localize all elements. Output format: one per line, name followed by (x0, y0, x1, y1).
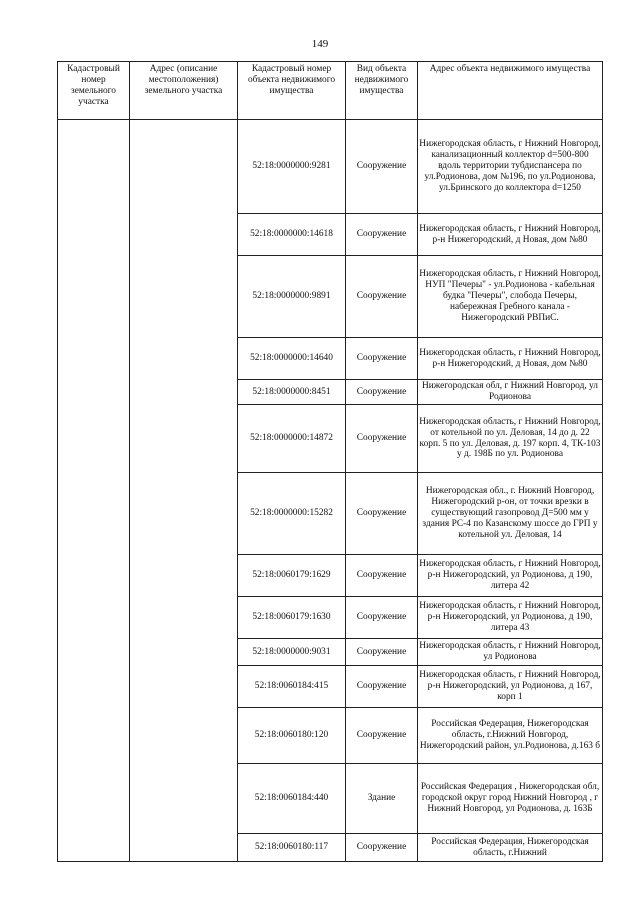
object-address-cell: Российская Федерация , Нижегородская обл, городской округ город Нижний Новгород , г Нижний Новгород, ул Родионова, д. 163Б (418, 764, 603, 834)
object-cadastral-cell: 52:18:0060184:415 (238, 666, 346, 708)
object-kind-cell: Сооружение (346, 555, 418, 597)
header-object-address: Адрес объекта недвижимого имущества (418, 62, 603, 120)
object-cadastral-cell: 52:18:0060179:1629 (238, 555, 346, 597)
object-kind-cell: Сооружение (346, 834, 418, 862)
object-kind-cell: Сооружение (346, 597, 418, 639)
object-kind-cell: Сооружение (346, 708, 418, 764)
object-kind-cell: Сооружение (346, 666, 418, 708)
table-header-row (58, 62, 603, 120)
object-cadastral-cell: 52:18:0000000:9031 (238, 639, 346, 666)
object-kind-cell: Сооружение (346, 256, 418, 338)
object-address-cell: Российская Федерация, Нижегородская область, г.Нижний (418, 834, 603, 862)
object-cadastral-cell: 52:18:0000000:9281 (238, 120, 346, 214)
object-cadastral-cell: 52:18:0000000:8451 (238, 380, 346, 405)
property-table (57, 61, 603, 862)
object-address-cell: Нижегородская область, г Нижний Новгород, от котельной по ул. Деловая, 14 до д. 22 корп. 5 по ул. Деловая, д. 197 корп. 4, ТК-103 у д. 198Б по ул. Родионова (418, 405, 603, 473)
object-kind-cell: Сооружение (346, 380, 418, 405)
object-cadastral-cell: 52:18:0000000:14640 (238, 338, 346, 380)
header-land-address: Адрес (описание местоположения) земельного участка (130, 62, 238, 120)
object-address-cell: Нижегородская область, г Нижний Новгород, р-н Нижегородский, ул Родионова, д 167, корп 1 (418, 666, 603, 708)
object-kind-cell: Сооружение (346, 214, 418, 256)
object-kind-cell: Сооружение (346, 473, 418, 555)
object-address-cell: Нижегородская область, г Нижний Новгород, НУП "Печеры" - ул.Родионова - кабельная будка "Печеры", слобода Печеры, набережная Гребного канала - Нижегородский РВПиС. (418, 256, 603, 338)
object-cadastral-cell: 52:18:0000000:14618 (238, 214, 346, 256)
object-kind-cell: Сооружение (346, 120, 418, 214)
object-address-cell: Нижегородская обл, г Нижний Новгород, ул Родионова (418, 380, 603, 405)
object-cadastral-cell: 52:18:0000000:9891 (238, 256, 346, 338)
object-address-cell: Нижегородская область, г Нижний Новгород, р-н Нижегородский, д Новая, дом №80 (418, 214, 603, 256)
object-address-cell: Нижегородская область, г Нижний Новгород, р-н Нижегородский, ул Родионова, д 190, литера 43 (418, 597, 603, 639)
object-address-cell: Нижегородская область, г Нижний Новгород, ул Родионова (418, 639, 603, 666)
table-row (58, 120, 603, 214)
object-address-cell: Нижегородская область, г Нижний Новгород, р-н Нижегородский, д Новая, дом №80 (418, 338, 603, 380)
object-kind-cell: Здание (346, 764, 418, 834)
object-cadastral-cell: 52:18:0000000:15282 (238, 473, 346, 555)
object-cadastral-cell: 52:18:0000000:14872 (238, 405, 346, 473)
object-kind-cell: Сооружение (346, 338, 418, 380)
object-kind-cell: Сооружение (346, 639, 418, 666)
object-cadastral-cell: 52:18:0060180:117 (238, 834, 346, 862)
object-address-cell: Нижегородская область, г Нижний Новгород, канализационный коллектор d=500-800 вдоль территории тубдиспансера по ул.Родионова, дом №196, по ул.Родионова, ул.Бринского до коллектора d=1250 (418, 120, 603, 214)
header-object-kind: Вид объекта недвижимого имущества (346, 62, 418, 120)
object-cadastral-cell: 52:18:0060180:120 (238, 708, 346, 764)
object-address-cell: Нижегородская обл., г. Нижний Новгород, Нижегородский р-он, от точки врезки в существующий газопровод Д=500 мм у здания РС-4 по Казанскому шоссе до ГРП у котельной ул. Деловая, 14 (418, 473, 603, 555)
object-address-cell: Российская Федерация, Нижегородская область, г.Нижний Новгород, Нижегородский район, ул.Родионова, д.163 б (418, 708, 603, 764)
header-object-cadastral: Кадастровый номер объекта недвижимого имущества (238, 62, 346, 120)
land-address-cell (130, 120, 238, 862)
header-land-cadastral: Кадастровый номер земельного участка (58, 62, 130, 120)
object-address-cell: Нижегородская область, г Нижний Новгород, р-н Нижегородский, ул Родионова, д 190, литера 42 (418, 555, 603, 597)
page-number: 149 (311, 38, 329, 50)
object-kind-cell: Сооружение (346, 405, 418, 473)
land-cadastral-cell (58, 120, 130, 862)
object-cadastral-cell: 52:18:0060184:440 (238, 764, 346, 834)
object-cadastral-cell: 52:18:0060179:1630 (238, 597, 346, 639)
